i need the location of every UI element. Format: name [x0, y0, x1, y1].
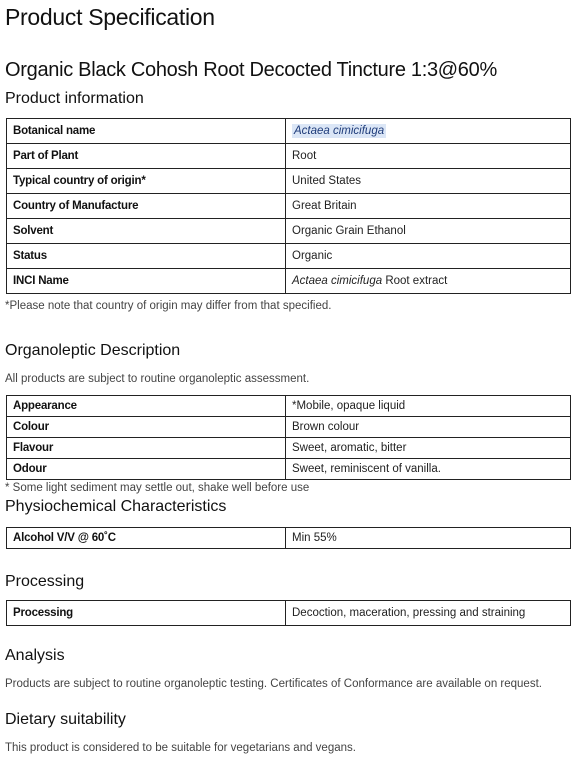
dietary-heading: Dietary suitability: [5, 711, 126, 728]
document-title: Product Specification: [5, 4, 215, 30]
processing-row: [7, 601, 571, 626]
organoleptic-row: [7, 396, 571, 417]
processing-heading: Processing: [5, 573, 85, 590]
spec-label: Appearance: [7, 396, 286, 417]
spec-value: *Mobile, opaque liquid: [286, 396, 571, 417]
product-info-row: [7, 144, 571, 169]
spec-label: Processing: [7, 601, 286, 626]
botanical-name-text: Actaea cimicifuga: [292, 275, 383, 287]
processing-table: [6, 600, 571, 626]
spec-value: Decoction, maceration, pressing and straining: [286, 601, 571, 626]
physiochemical-row: [7, 528, 571, 549]
spec-label: Typical country of origin*: [7, 169, 286, 194]
organoleptic-intro: All products are subject to routine organoleptic assessment.: [5, 373, 310, 385]
spec-label: INCI Name: [7, 269, 286, 294]
product-information-table: [6, 118, 571, 294]
spec-value: Root: [286, 144, 571, 169]
analysis-text: Products are subject to routine organoleptic testing. Certificates of Conformance are available on request.: [5, 678, 542, 690]
organoleptic-table: [6, 395, 571, 480]
botanical-name-text: Actaea cimicifuga: [294, 125, 385, 137]
product-info-row: [7, 194, 571, 219]
product-info-row: [7, 269, 571, 294]
spec-label: Flavour: [7, 438, 286, 459]
product-info-row: [7, 244, 571, 269]
inci-suffix-text: Root extract: [382, 275, 448, 287]
spec-label: Part of Plant: [7, 144, 286, 169]
spec-value: United States: [286, 169, 571, 194]
physiochemical-heading: Physiochemical Characteristics: [5, 498, 227, 515]
analysis-heading: Analysis: [5, 647, 65, 664]
spec-label: Country of Manufacture: [7, 194, 286, 219]
physiochemical-table: [6, 527, 571, 549]
organoleptic-heading: Organoleptic Description: [5, 342, 181, 359]
spec-value: [286, 119, 571, 144]
spec-value: Sweet, reminiscent of vanilla.: [286, 459, 571, 480]
spec-value: Organic: [286, 244, 571, 269]
spec-value: [286, 269, 571, 294]
spec-label: Status: [7, 244, 286, 269]
spec-label: Alcohol V/V @ 60˚C: [7, 528, 286, 549]
spec-label: Odour: [7, 459, 286, 480]
spec-value: Organic Grain Ethanol: [286, 219, 571, 244]
organoleptic-row: [7, 459, 571, 480]
organoleptic-row: [7, 438, 571, 459]
product-info-row: [7, 119, 571, 144]
product-information-heading: Product information: [5, 90, 144, 107]
spec-value: Min 55%: [286, 528, 571, 549]
spec-label: Solvent: [7, 219, 286, 244]
spec-value: Brown colour: [286, 417, 571, 438]
spec-value: Sweet, aromatic, bitter: [286, 438, 571, 459]
spec-label: Botanical name: [7, 119, 286, 144]
origin-footnote: *Please note that country of origin may differ from that specified.: [5, 300, 332, 312]
sediment-footnote: * Some light sediment may settle out, shake well before use: [5, 482, 310, 494]
spec-value: Great Britain: [286, 194, 571, 219]
dietary-text: This product is considered to be suitable for vegetarians and vegans.: [5, 742, 356, 754]
product-name: Organic Black Cohosh Root Decocted Tincture 1:3@60%: [5, 59, 497, 81]
product-info-row: [7, 169, 571, 194]
spec-label: Colour: [7, 417, 286, 438]
organoleptic-row: [7, 417, 571, 438]
product-info-row: [7, 219, 571, 244]
